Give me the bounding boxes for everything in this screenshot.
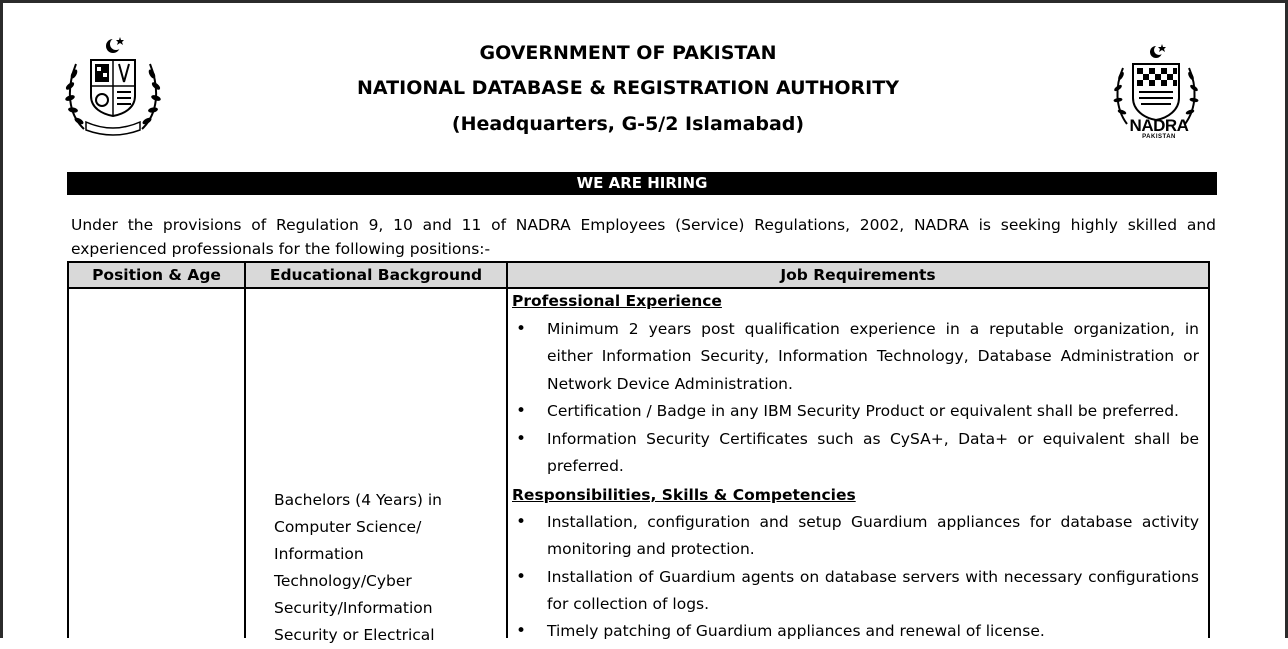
education-line: Security/Information	[274, 599, 433, 617]
header-government: GOVERNMENT OF PAKISTAN	[479, 42, 777, 64]
bullet-icon: •	[516, 567, 527, 587]
section-title-experience: Professional Experience	[512, 292, 722, 310]
table-divider-2	[506, 261, 508, 638]
education-line: Security or Electrical	[274, 626, 435, 644]
column-header-position: Position & Age	[92, 266, 221, 284]
requirement-item: Installation, configuration and setup Guardium appliances for database activity monitoring and protection.	[547, 513, 1199, 559]
bullet-icon: •	[516, 512, 527, 532]
education-line: Information	[274, 545, 364, 563]
intro-paragraph: Under the provisions of Regulation 9, 10 and 11 of NADRA Employees (Service) Regulations, 2002, NADRA is seeking highly skilled and experienced professionals for the following positions:-	[71, 216, 1216, 258]
nadra-logo-text: NADRA	[1129, 116, 1189, 135]
table-border-left	[67, 261, 69, 638]
requirement-item: Certification / Badge in any IBM Security Product or equivalent shall be preferred.	[547, 402, 1179, 420]
education-cell	[274, 487, 494, 649]
column-header-education: Educational Background	[269, 266, 483, 284]
education-line: Bachelors (4 Years) in	[274, 491, 443, 509]
section-title-responsibilities: Responsibilities, Skills & Competencies	[512, 486, 856, 504]
requirement-item: Minimum 2 years post qualification experience in a reputable organization, in either Information Security, Information Technology, Database Administration or Network Device Administration.	[547, 320, 1199, 393]
table-divider-1	[244, 261, 246, 638]
hiring-banner: WE ARE HIRING	[67, 172, 1217, 195]
education-line: Computer Science/	[274, 518, 422, 536]
window-frame-top	[0, 0, 1288, 3]
bullet-icon: •	[516, 621, 527, 641]
column-header-requirements: Job Requirements	[780, 266, 936, 284]
education-line: Technology/Cyber	[274, 572, 412, 590]
bullet-icon: •	[516, 319, 527, 339]
nadra-logo-subtext: PAKISTAN	[1142, 134, 1176, 140]
requirement-item: Installation of Guardium agents on database servers with necessary configurations for collection of logs.	[547, 568, 1199, 614]
bullet-icon: •	[516, 401, 527, 421]
requirement-item: Information Security Certificates such as CySA+, Data+ or equivalent shall be preferred.	[547, 430, 1199, 476]
header-location: (Headquarters, G-5/2 Islamabad)	[451, 113, 805, 135]
bullet-icon: •	[516, 429, 527, 449]
header-authority: NATIONAL DATABASE & REGISTRATION AUTHORITY	[357, 77, 899, 99]
requirement-item: Timely patching of Guardium appliances and renewal of license.	[547, 622, 1045, 640]
table-border-right	[1208, 261, 1210, 638]
